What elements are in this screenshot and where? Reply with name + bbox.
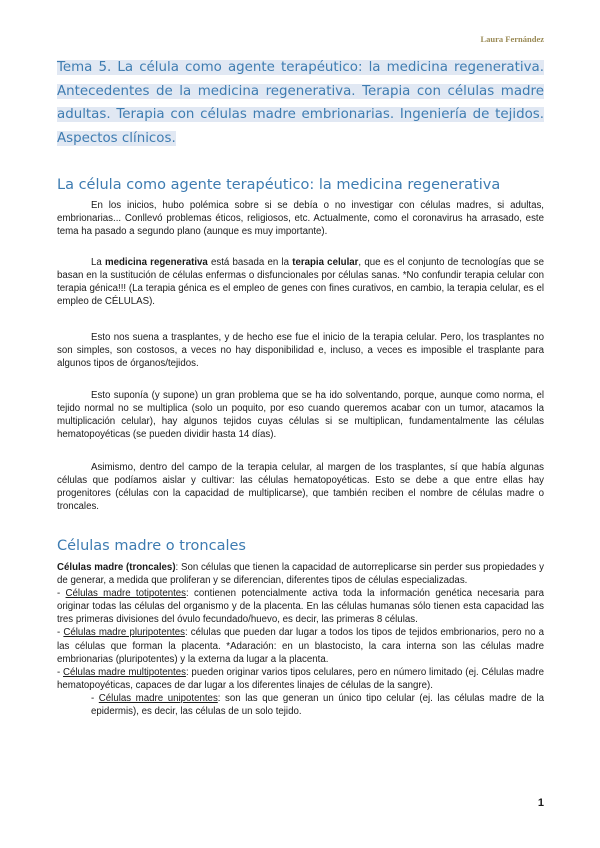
document-title [57,56,544,150]
term-multipotentes: Células madre multipotentes [63,666,186,678]
stem-cells-content [57,561,544,718]
term-unipotentes: Células madre unipotentes [98,692,218,704]
list-item-multipotentes [57,666,544,692]
paragraph-trasplantes: Esto nos suena a trasplantes, y de hecho ese fue el inicio de la terapia celular. Pero, los trasplantes no son simples, son costosos, a veces no hay disponibilidad e, incluso, a veces es imposible el trasplante para algunos tipos de órganos/tejidos. [57,332,544,370]
list-item-text: : son las que generan un único tipo celular (ej. las células madre de la epidermis), es decir, las células de un solo tejido. [91,692,544,718]
text-run: La [91,257,105,268]
text-run: está basada en la [207,257,293,268]
list-dash: - [57,666,64,678]
definition-text: : Son células que tienen la capacidad de autorreplicarse sin perder sus propiedades y de generar, a medida que proliferan y se diferencian, diferentes tipos de células especializadas. [57,562,544,587]
term-medicina-regenerativa: medicina regenerativa [104,257,208,268]
list-item-pluripotentes [57,626,544,665]
list-item-text: : pueden originar varios tipos celulares, pero en número limitado (ej. Células madre hematopoyéticas, capaces de dar lugar a los diferentes linajes de células de la sangre). [57,666,544,691]
list-item-totipotentes [57,587,544,626]
text-run: , que es el conjunto de tecnologías que se basan en la sustitución de células enfermas o disfuncionales por células sanas. *No confundir terapia celular con terapia génica!!! (La terapia génica es el empleo de genes con fines curativos, en cambio, la terapia celular, es el empleo de CÉLULAS). [57,257,544,308]
list-item-unipotentes [57,692,544,718]
author-name: Laura Fernández [480,34,544,44]
term-pluripotentes: Células madre pluripotentes [63,627,185,639]
page-number: 1 [537,797,544,809]
paragraph-hematopoyeticas: Asimismo, dentro del campo de la terapia celular, al margen de los trasplantes, sí que había algunas células que podíamos aislar y cultivar: las células hematopoyéticas. Esto se debe a que entre ellas hay progenitores (células con la capacidad de multiplicarse), que también reciben el nombre de células madre o troncales. [57,462,544,513]
list-dash: - [57,627,64,639]
term-terapia-celular: terapia celular [292,257,359,268]
stem-cell-definition [57,561,544,587]
paragraph-definition-regenerative [57,256,544,308]
paragraph-intro: En los inicios, hubo polémica sobre si se debía o no investigar con células madres, si adultas, embrionarias... Conllevó problemas éticos, religiosos, etc. Actualmente, como el coronavirus ha arrasado, este tema ha pasado a segundo plano (aunque es muy importante). [57,200,544,238]
paragraph-problema: Esto suponía (y supone) un gran problema que se ha ido solventando, porque, aunque como norma, el tejido normal no se multiplica (solo un poquito, por eso cuando queremos acabar con un tumor, atacamos la multiplicación celular), hay algunos tejidos cuyas células si se multiplican, fundamentalmente las células hematopoyéticas (se pueden dividir hasta 14 días). [57,390,544,441]
list-dash: - [91,692,99,704]
document-title-text: Tema 5. La célula como agente terapéutico: la medicina regenerativa. Antecedentes de la medicina regenerativa. Terapia con células madre adultas. Terapia con células madre embrionarias. Ingeniería de tejidos. Aspectos clínicos. [57,60,544,146]
section-heading-regenerative-medicine: La célula como agente terapéutico: la medicina regenerativa [57,177,501,193]
term-celulas-madre: Células madre (troncales) [57,562,176,573]
section-heading-stem-cells: Células madre o troncales [57,538,246,554]
list-dash: - [57,588,66,600]
list-item-text: : células que pueden dar lugar a todos los tipos de tejidos embrionarios, pero no a las células que forman la placenta. *Adaración: en un blastocisto, la cara interna son las células madre embrionarias (pluripotentes) y la externa da lugar a la placenta. [57,627,545,665]
list-item-text: : contienen potencialmente activa toda la información genética necesaria para originar todas las células del organismo y de la placenta. En las células humanas sólo tienen esta capacidad las tres primeras divisiones del óvulo fecundado/huevo, es decir, las primeras 8 células. [57,588,545,626]
term-totipotentes: Células madre totipotentes [65,588,187,600]
